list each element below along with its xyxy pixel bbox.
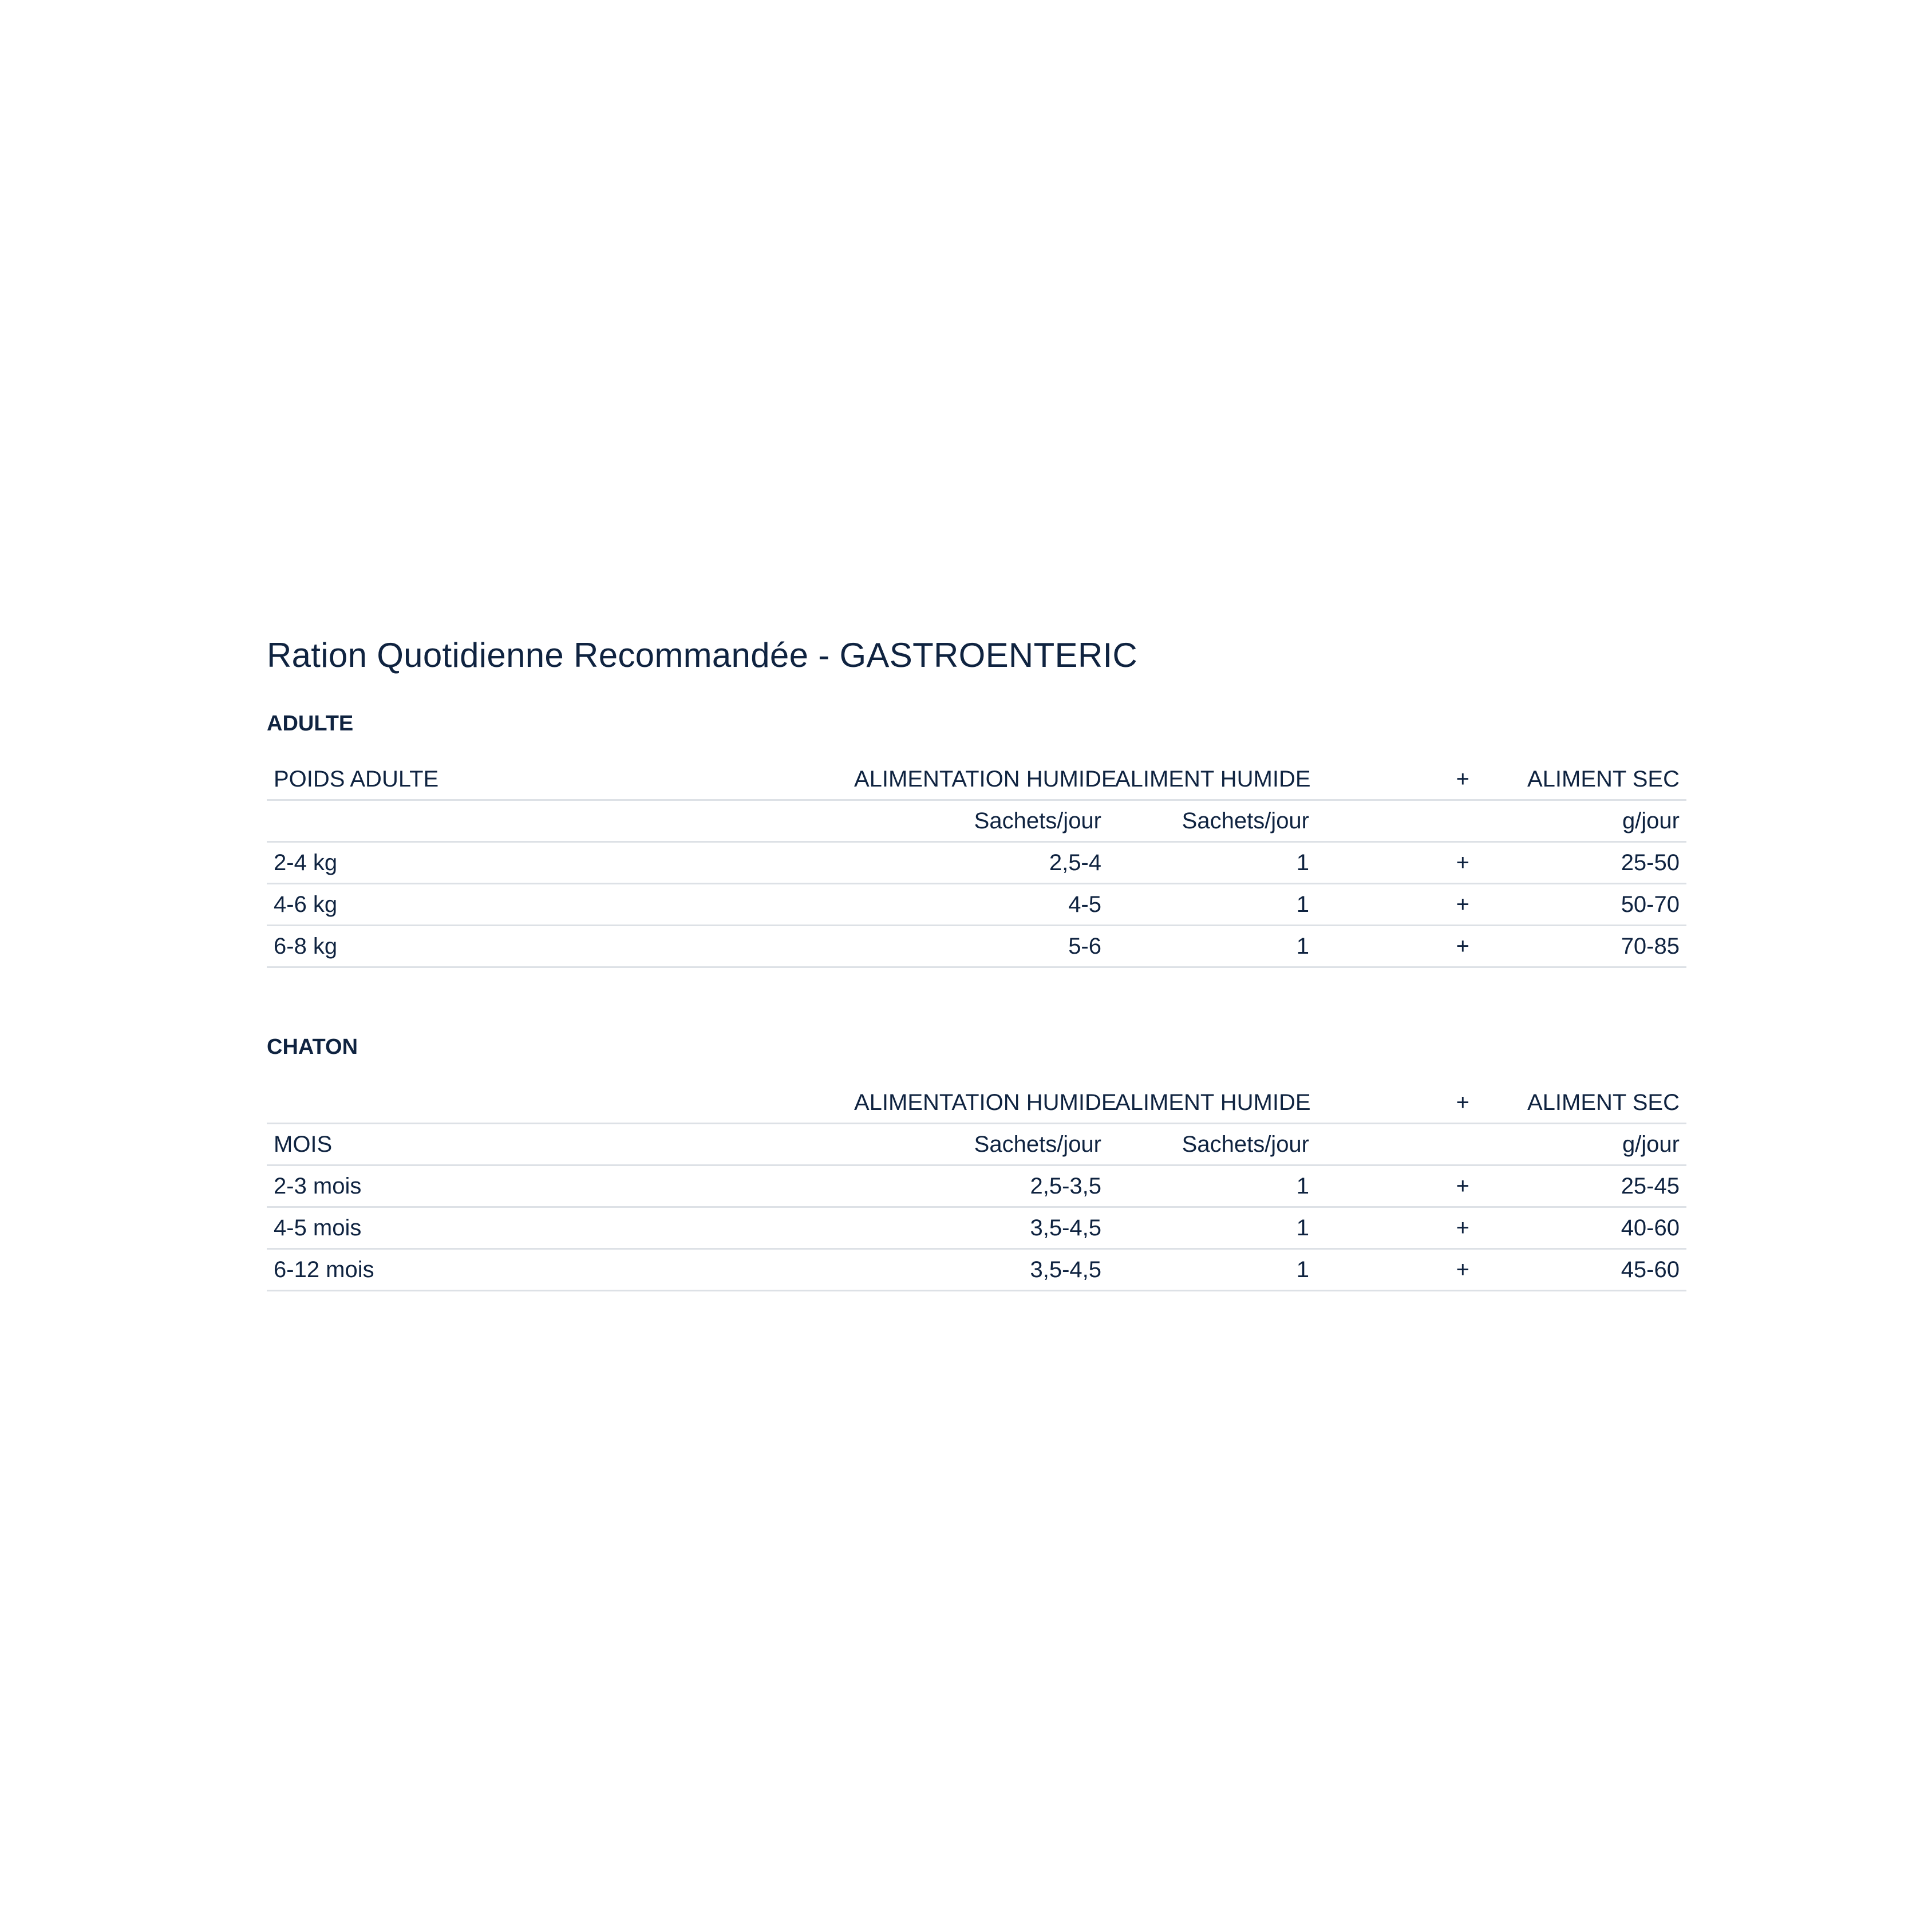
cell-humide-seul: 4-5 <box>847 884 1108 926</box>
table-row <box>267 1165 1686 1207</box>
unit-humide-mixte: Sachets/jour <box>1108 800 1316 842</box>
cell-plus: + <box>1316 884 1476 926</box>
cell-plus: + <box>1316 926 1476 967</box>
table-header-row <box>267 1082 1686 1124</box>
table-header-row <box>267 759 1686 800</box>
header-plus: + <box>1316 1082 1476 1124</box>
cell-sec: 50-70 <box>1476 884 1686 926</box>
header-plus: + <box>1316 759 1476 800</box>
cell-sec: 45-60 <box>1476 1249 1686 1291</box>
cell-humide-seul: 3,5-4,5 <box>847 1207 1108 1249</box>
unit-humide-seul: Sachets/jour <box>847 800 1108 842</box>
header-aliment-humide: ALIMENT HUMIDE <box>1108 759 1316 800</box>
row-label: 2-3 mois <box>267 1165 847 1207</box>
cell-humide-mixte: 1 <box>1108 842 1316 884</box>
cell-humide-mixte: 1 <box>1108 1165 1316 1207</box>
row-label: 6-8 kg <box>267 926 847 967</box>
header-aliment-sec: ALIMENT SEC <box>1476 1082 1686 1124</box>
unit-humide-mixte: Sachets/jour <box>1108 1124 1316 1165</box>
cell-humide-mixte: 1 <box>1108 926 1316 967</box>
cell-humide-seul: 2,5-4 <box>847 842 1108 884</box>
table-row <box>267 1207 1686 1249</box>
header-alimentation-humide: ALIMENTATION HUMIDE <box>847 1082 1108 1124</box>
row-label: 6-12 mois <box>267 1249 847 1291</box>
unit-sec: g/jour <box>1476 800 1686 842</box>
table-row <box>267 926 1686 967</box>
unit-plus <box>1316 1124 1476 1165</box>
cell-sec: 70-85 <box>1476 926 1686 967</box>
cell-humide-mixte: 1 <box>1108 1249 1316 1291</box>
section-title-adulte: ADULTE <box>267 712 354 736</box>
cell-sec: 25-45 <box>1476 1165 1686 1207</box>
cell-sec: 40-60 <box>1476 1207 1686 1249</box>
unit-mois: MOIS <box>267 1124 847 1165</box>
feeding-guide <box>267 630 1686 1291</box>
unit-plus <box>1316 800 1476 842</box>
header-poids-adulte: POIDS ADULTE <box>267 759 847 800</box>
unit-label <box>267 800 847 842</box>
cell-plus: + <box>1316 1207 1476 1249</box>
table-units-row <box>267 1124 1686 1165</box>
header-alimentation-humide: ALIMENTATION HUMIDE <box>847 759 1108 800</box>
header-empty <box>267 1082 847 1124</box>
table-row <box>267 884 1686 926</box>
unit-sec: g/jour <box>1476 1124 1686 1165</box>
cell-sec: 25-50 <box>1476 842 1686 884</box>
table-row <box>267 842 1686 884</box>
page-title: Ration Quotidienne Recommandée - GASTROENTERIC <box>267 636 1138 674</box>
cell-plus: + <box>1316 1165 1476 1207</box>
table-row <box>267 1249 1686 1291</box>
cell-humide-mixte: 1 <box>1108 884 1316 926</box>
header-aliment-humide: ALIMENT HUMIDE <box>1108 1082 1316 1124</box>
row-label: 2-4 kg <box>267 842 847 884</box>
unit-humide-seul: Sachets/jour <box>847 1124 1108 1165</box>
cell-humide-seul: 5-6 <box>847 926 1108 967</box>
header-aliment-sec: ALIMENT SEC <box>1476 759 1686 800</box>
cell-plus: + <box>1316 842 1476 884</box>
cell-humide-mixte: 1 <box>1108 1207 1316 1249</box>
row-label: 4-5 mois <box>267 1207 847 1249</box>
chaton-ration-table <box>267 1082 1686 1291</box>
row-label: 4-6 kg <box>267 884 847 926</box>
cell-plus: + <box>1316 1249 1476 1291</box>
section-title-chaton: CHATON <box>267 1035 358 1059</box>
cell-humide-seul: 2,5-3,5 <box>847 1165 1108 1207</box>
cell-humide-seul: 3,5-4,5 <box>847 1249 1108 1291</box>
adulte-ration-table <box>267 759 1686 968</box>
table-units-row <box>267 800 1686 842</box>
